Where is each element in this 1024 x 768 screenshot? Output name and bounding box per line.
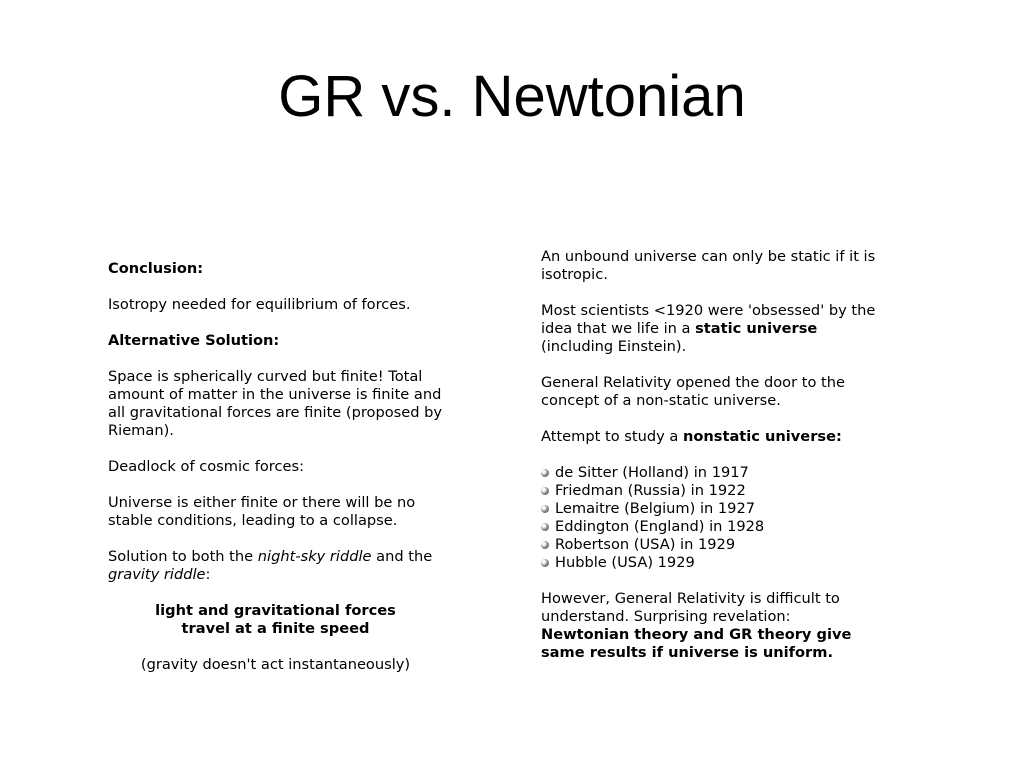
gravity-riddle: gravity riddle <box>108 566 206 583</box>
list-item-text: de Sitter (Holland) in 1917 <box>555 464 749 481</box>
solution-prefix: Solution to both the <box>108 548 258 565</box>
deadlock-text: Deadlock of cosmic forces: <box>108 458 304 475</box>
conclusion-heading: Conclusion: <box>108 260 204 277</box>
obsessed-text <box>541 302 886 356</box>
obsessed-prefix: Most scientists <1920 were 'obsessed' by the idea that we life in a <box>541 302 876 337</box>
attempt-text <box>541 428 886 446</box>
unbound-universe-text: An unbound universe can only be static if it is isotropic. <box>541 248 876 283</box>
alternative-solution-heading: Alternative Solution: <box>108 332 280 349</box>
however-text <box>541 590 886 662</box>
slide-title: GR vs. Newtonian <box>278 64 746 129</box>
list-item-text: Eddington (England) in 1928 <box>555 518 765 535</box>
alternative-solution-text: Space is spherically curved but finite! Total amount of matter in the universe is finite and all gravitational forces are finite (proposed by Rieman). <box>108 368 443 439</box>
gr-door-text: General Relativity opened the door to the concept of a non-static universe. <box>541 374 845 409</box>
finite-speed-line-2: travel at a finite speed <box>181 620 370 637</box>
right-column <box>541 248 886 680</box>
list-item <box>541 536 886 554</box>
universe-text: Universe is either finite or there will be no stable conditions, leading to a collapse. <box>108 494 416 529</box>
solution-text <box>108 548 443 584</box>
list-item <box>541 482 886 500</box>
bullet-icon <box>541 487 549 495</box>
bullet-icon <box>541 559 549 567</box>
finite-speed-statement <box>108 602 443 638</box>
nonstatic-universe-bold: nonstatic universe: <box>682 428 842 445</box>
list-item <box>541 500 886 518</box>
however-bold: Newtonian theory and GR theory give same results if universe is uniform. <box>541 626 852 661</box>
list-item <box>541 518 886 536</box>
scientist-list <box>541 464 886 572</box>
obsessed-suffix: (including Einstein). <box>541 338 687 355</box>
bullet-icon <box>541 469 549 477</box>
bullet-icon <box>541 541 549 549</box>
list-item <box>541 554 886 572</box>
bullet-icon <box>541 505 549 513</box>
attempt-prefix: Attempt to study a <box>541 428 683 445</box>
list-item-text: Lemaitre (Belgium) in 1927 <box>555 500 756 517</box>
static-universe-bold: static universe <box>695 320 818 337</box>
gravity-note: (gravity doesn't act instantaneously) <box>140 656 411 673</box>
list-item-text: Friedman (Russia) in 1922 <box>555 482 746 499</box>
list-item <box>541 464 886 482</box>
finite-speed-line-1: light and gravitational forces <box>155 602 396 619</box>
list-item-text: Hubble (USA) 1929 <box>555 554 695 571</box>
however-plain: However, General Relativity is difficult to understand. Surprising revelation: <box>541 590 840 625</box>
bullet-icon <box>541 523 549 531</box>
conclusion-text: Isotropy needed for equilibrium of forces. <box>108 296 411 313</box>
left-column <box>108 260 443 692</box>
list-item-text: Robertson (USA) in 1929 <box>555 536 736 553</box>
night-sky-riddle: night-sky riddle <box>257 548 372 565</box>
solution-mid: and the <box>371 548 433 565</box>
solution-suffix: : <box>205 566 211 583</box>
